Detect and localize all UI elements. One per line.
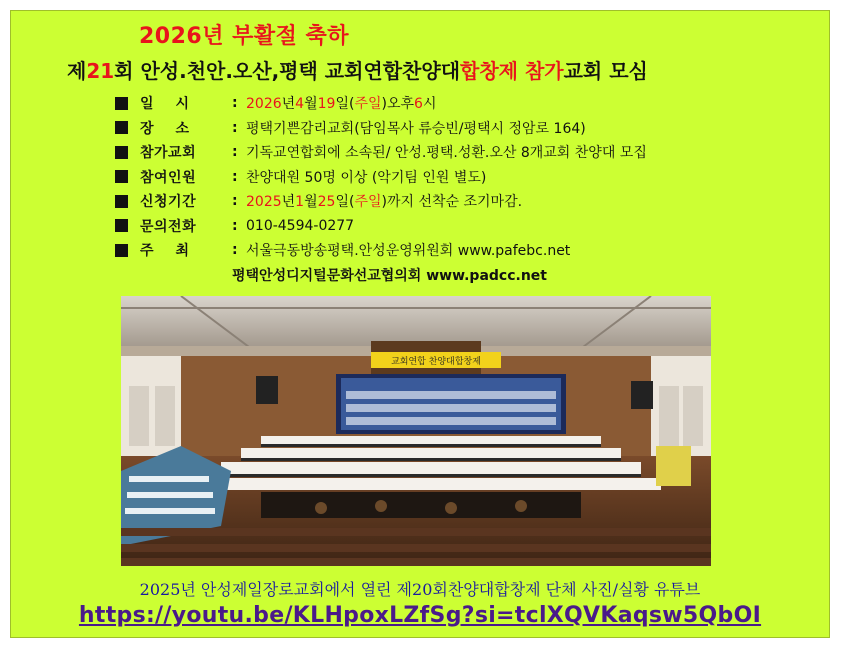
info-separator: : bbox=[232, 168, 238, 185]
info-value-text: 일( bbox=[335, 194, 355, 211]
info-label: 신청기간 bbox=[140, 194, 197, 211]
headline: 2026년 부활절 축하 bbox=[139, 24, 350, 49]
info-row bbox=[115, 140, 815, 165]
subhead-text: 교회 모심 bbox=[563, 59, 648, 83]
youtube-link[interactable]: https://youtu.be/KLHpoxLZfSg?si=tclXQVKaqsw5QbOI bbox=[78, 603, 762, 628]
subhead-edition: 21 bbox=[86, 59, 115, 83]
info-label: 문의전화 bbox=[140, 218, 197, 235]
bullet-square-icon bbox=[115, 195, 128, 208]
info-value-highlight: 2025 bbox=[246, 194, 282, 211]
bullet-square-icon bbox=[115, 146, 128, 159]
info-value bbox=[246, 240, 570, 260]
info-value-text: 서울극동방송평택.안성운영위원회 www.pafebc.net bbox=[246, 243, 571, 260]
info-value bbox=[246, 142, 647, 162]
info-label: 참가교회 bbox=[140, 145, 197, 162]
info-value-text: 평택기쁜감리교회(담임목사 류승빈/평택시 정암로 164) bbox=[246, 120, 586, 137]
bullet-square-icon bbox=[115, 170, 128, 183]
info-row bbox=[115, 189, 815, 214]
info-value-highlight: 2026 bbox=[246, 96, 282, 113]
info-row bbox=[115, 91, 815, 116]
info-value-highlight: 19 bbox=[317, 96, 336, 113]
info-label: 주 최 bbox=[140, 243, 190, 260]
info-label: 일 시 bbox=[140, 96, 190, 113]
info-separator: : bbox=[232, 242, 238, 259]
bullet-square-icon bbox=[115, 219, 128, 232]
bullet-square-icon bbox=[115, 121, 128, 134]
subhead-text: 제 bbox=[67, 59, 87, 83]
info-value bbox=[246, 218, 354, 234]
info-value-highlight: 25 bbox=[317, 194, 336, 211]
info-value-highlight: 1 bbox=[295, 194, 305, 211]
info-value-highlight: 주일 bbox=[354, 96, 382, 113]
info-value-highlight: 주일 bbox=[354, 194, 382, 211]
subhead-text: 회 안성.천안.오산,평택 교회연합찬양대 bbox=[114, 59, 461, 83]
info-separator: : bbox=[232, 217, 238, 234]
info-value-highlight: 6 bbox=[414, 96, 423, 113]
info-value-text: 010-4594-0277 bbox=[246, 217, 355, 234]
info-row bbox=[115, 238, 815, 263]
subhead bbox=[67, 55, 648, 84]
bullet-square-icon bbox=[115, 244, 128, 257]
info-row bbox=[115, 116, 815, 141]
photo-caption: 2025년 안성제일장로교회에서 열린 제20회찬양대합창제 단체 사진/실황 유튜브 bbox=[139, 580, 701, 599]
info-value-text: 일( bbox=[335, 96, 355, 113]
info-value-text: 년 bbox=[281, 96, 296, 113]
info-list bbox=[115, 91, 815, 287]
info-value bbox=[246, 167, 486, 187]
photo-banner: 교회연합 찬양대합창제 bbox=[391, 357, 481, 367]
info-label: 장 소 bbox=[140, 120, 190, 137]
choir-photo bbox=[121, 296, 711, 566]
organizer-second-line: 평택안성디지털문화선교협의회 www.padcc.net bbox=[232, 267, 547, 284]
bullet-square-icon bbox=[115, 97, 128, 110]
info-separator: : bbox=[232, 193, 238, 210]
poster bbox=[10, 10, 830, 638]
info-value-text: )까지 선착순 조기마감. bbox=[381, 194, 523, 211]
info-value bbox=[246, 93, 436, 113]
info-value-text: )오후 bbox=[381, 96, 415, 113]
info-value-text: 기독교연합회에 소속된/ 안성.평택.성환.오산 8개교회 찬양대 모집 bbox=[246, 145, 647, 162]
info-value-text: 월 bbox=[304, 96, 318, 113]
info-separator: : bbox=[232, 119, 238, 136]
info-value-highlight: 4 bbox=[295, 96, 305, 113]
info-value-text: 년 bbox=[281, 194, 296, 211]
info-separator: : bbox=[232, 144, 238, 161]
choir-photo-image bbox=[121, 296, 711, 566]
info-row bbox=[115, 214, 815, 239]
info-value-text: 시 bbox=[422, 96, 437, 113]
info-label: 참여인원 bbox=[140, 169, 197, 186]
subhead-highlight: 합창제 참가 bbox=[460, 59, 564, 83]
info-value bbox=[246, 191, 522, 211]
info-separator: : bbox=[232, 95, 238, 112]
info-row bbox=[115, 165, 815, 190]
info-value-text: 월 bbox=[304, 194, 318, 211]
info-value bbox=[246, 118, 586, 138]
info-value-text: 찬양대원 50명 이상 (악기팀 인원 별도) bbox=[246, 169, 487, 186]
